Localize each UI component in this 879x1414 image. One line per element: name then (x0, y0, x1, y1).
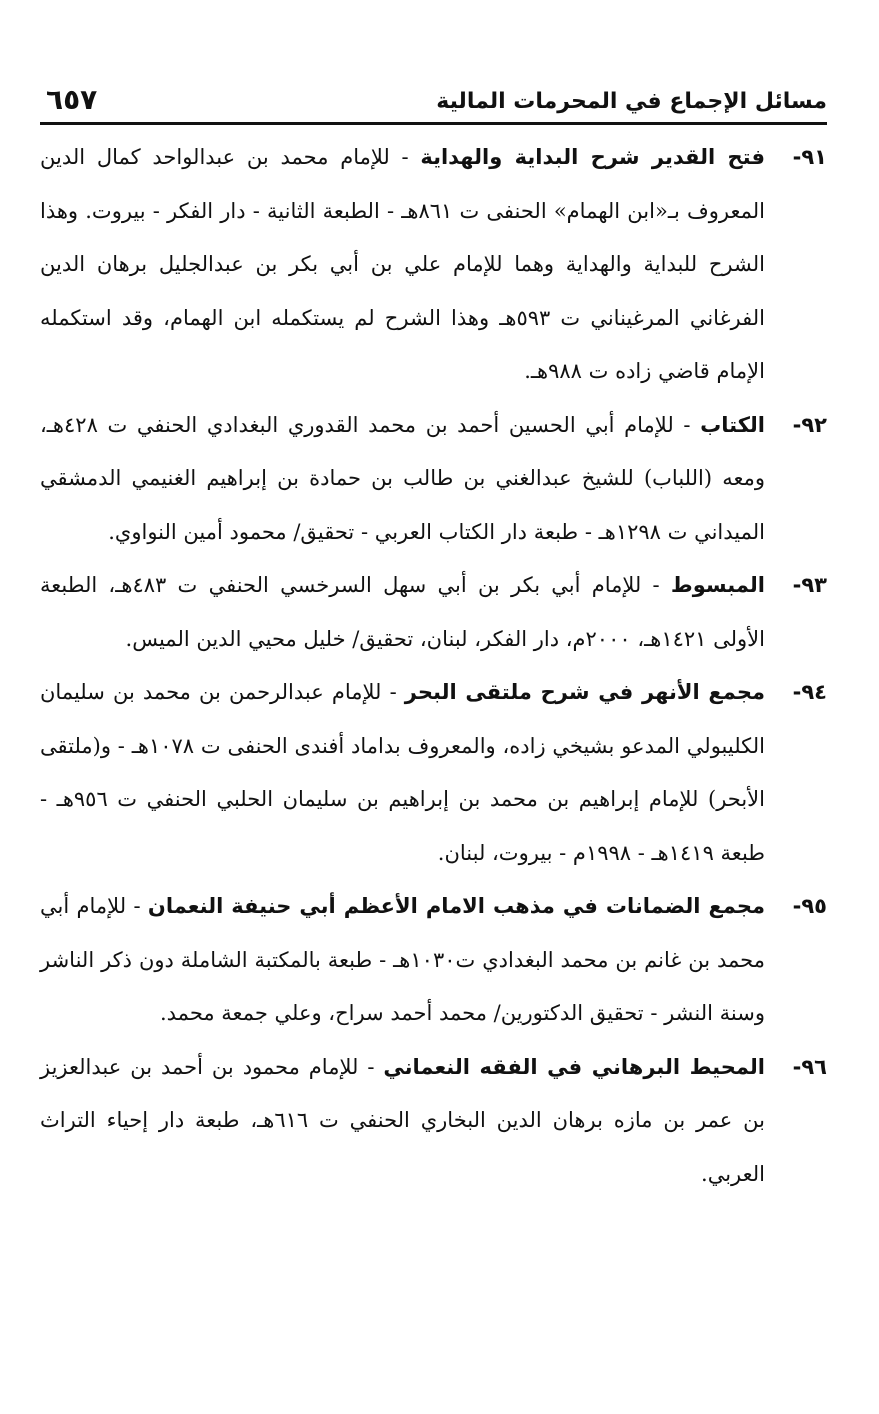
entry-title: مجمع الأنهر في شرح ملتقى البحر (404, 680, 765, 704)
entry-number: ٩١- (792, 145, 827, 169)
entry-text: - للإمام عبدالرحمن بن محمد بن سليمان الكليبولي المدعو بشيخي زاده، والمعروف بداماد أفندى الحنفى ت ١٠٧٨هـ - و(ملتقى الأبحر) للإمام إبراهيم بن محمد بن إبراهيم بن سليمان الحلبي الحنفي ت ٩٥٦هـ - طبعة ١٤١٩هـ - ١٩٩٨م - بيروت، لبنان. (40, 680, 765, 865)
page-header (40, 70, 827, 125)
entry-number: ٩٥- (792, 894, 827, 918)
entry-text: - للإمام أبي بكر بن أبي سهل السرخسي الحنفي ت ٤٨٣هـ، الطبعة الأولى ١٤٢١هـ، ٢٠٠٠م، دار الفكر، لبنان، تحقيق/ خليل محيي الدين الميس. (40, 573, 765, 651)
running-title: مسائل الإجماع في المحرمات المالية (436, 89, 827, 114)
bibliography-entry (40, 399, 827, 560)
entry-title: المبسوط (670, 573, 765, 597)
bibliography-entry (40, 131, 827, 399)
bibliography-entry (40, 559, 827, 666)
entry-title: مجمع الضمانات في مذهب الامام الأعظم أبي حنيفة النعمان (147, 894, 765, 918)
bibliography-entry (40, 666, 827, 880)
entry-title: فتح القدير شرح البداية والهداية (420, 145, 766, 169)
entry-number: ٩٢- (792, 412, 827, 437)
bibliography-entry (40, 1041, 827, 1202)
page-number: ٦٥٧ (46, 83, 98, 116)
bibliography-entry (40, 880, 827, 1041)
entry-title: المحيط البرهاني في الفقه النعماني (383, 1054, 765, 1079)
entry-number: ٩٦- (792, 1054, 827, 1079)
entry-number: ٩٣- (792, 573, 827, 597)
entry-title: الكتاب (700, 412, 765, 437)
entry-text: - للإمام محمود بن أحمد بن عبدالعزيز بن عمر بن مازه برهان الدين البخاري الحنفي ت ٦١٦هـ، طبعة دار إحياء التراث العربي. (40, 1054, 765, 1186)
entry-text: - للإمام أبي محمد بن غانم بن محمد البغدادي ت١٠٣٠هـ - طبعة بالمكتبة الشاملة دون ذكر الناشر وسنة النشر - تحقيق الدكتورين/ محمد أحمد سراح، وعلي جمعة محمد. (40, 894, 765, 1025)
entry-text: - للإمام محمد بن عبدالواحد كمال الدين المعروف بـ«ابن الهمام» الحنفى ت ٨٦١هـ - الطبعة الثانية - دار الفكر - بيروت. وهذا الشرح للبداية والهداية وهما للإمام علي بن أبي بكر بن عبدالجليل برهان الدين الفرغاني المرغيناني ت ٥٩٣هـ وهذا الشرح لم يستكمله ابن الهمام، وقد استكمله الإمام قاضي زاده ت ٩٨٨هـ. (40, 145, 765, 383)
entry-text: - للإمام أبي الحسين أحمد بن محمد القدوري البغدادي الحنفي ت ٤٢٨هـ، ومعه (اللباب) للشيخ عبدالغني بن طالب بن حمادة بن إبراهيم الغنيمي الدمشقي الميداني ت ١٢٩٨هـ - طبعة دار الكتاب العربي - تحقيق/ محمود أمين النواوي. (40, 412, 765, 544)
entry-number: ٩٤- (792, 680, 827, 704)
bibliography-list (40, 131, 827, 1201)
